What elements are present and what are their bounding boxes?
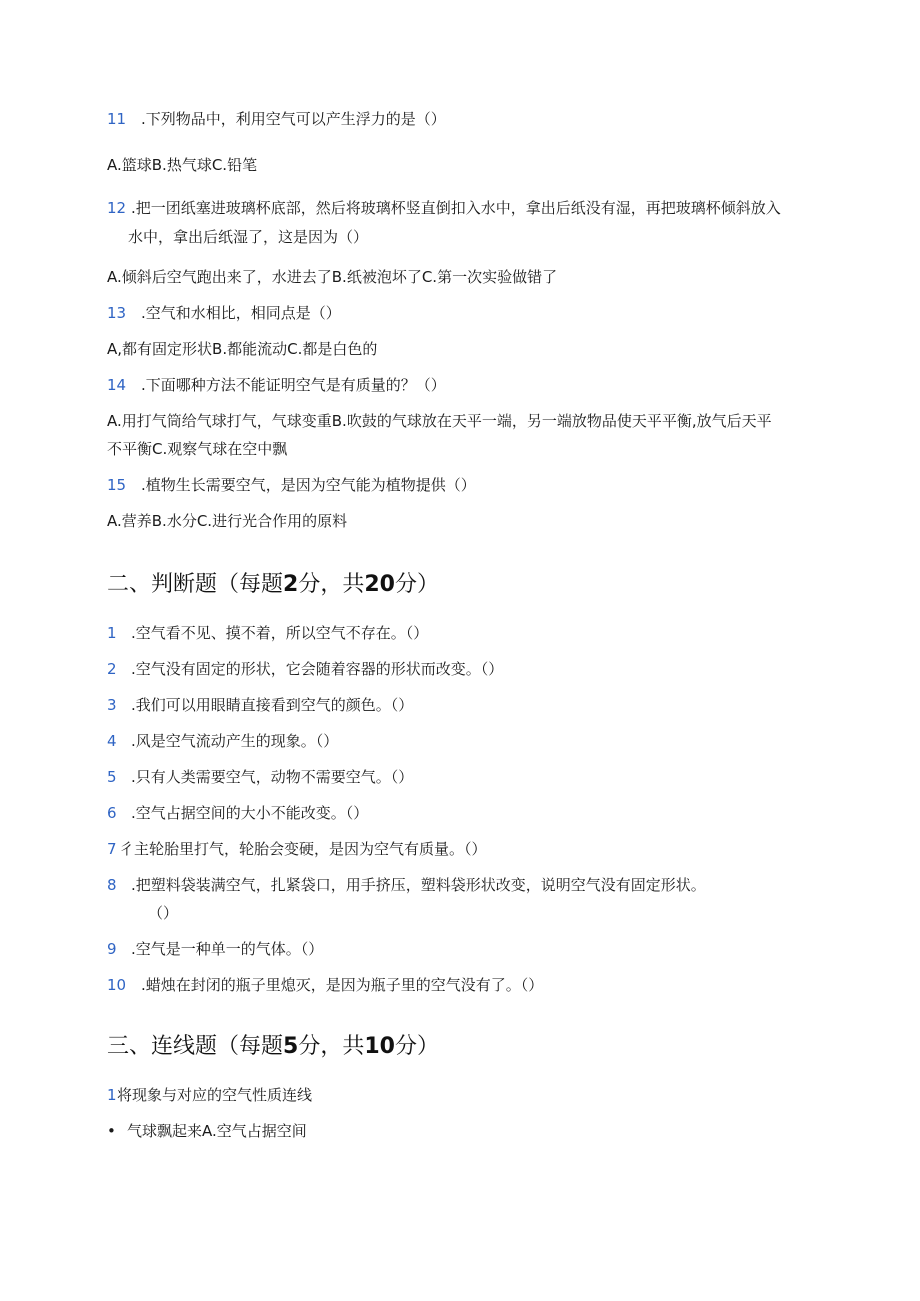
question-14-options-continuation: 不平衡C.观察气球在空中飘 xyxy=(107,440,288,458)
tf-question-5 xyxy=(107,766,413,788)
question-text: .只有人类需要空气，动物不需要空气。（） xyxy=(131,768,414,786)
tf-question-2 xyxy=(107,658,503,680)
question-number: 2 xyxy=(107,660,117,678)
question-13 xyxy=(107,302,341,324)
question-number: 6 xyxy=(107,804,117,822)
question-text: .空气占据空间的大小不能改变。（） xyxy=(131,804,369,822)
heading-text: 分） xyxy=(394,1034,439,1059)
tf-question-7 xyxy=(107,838,487,860)
question-text: .空气看不见、摸不着，所以空气不存在。（） xyxy=(131,624,429,642)
question-number: 11 xyxy=(107,110,127,128)
question-13-options: A,都有固定形状B.都能流动C.都是白色的 xyxy=(107,340,378,358)
question-number: 5 xyxy=(107,768,117,786)
matching-instruction xyxy=(107,1084,312,1106)
question-12-options: A.倾斜后空气跑出来了，水进去了B.纸被泡坏了C.第一次实验做错了 xyxy=(107,268,558,286)
matching-item xyxy=(107,1120,307,1142)
heading-number: 2 xyxy=(283,572,299,597)
question-number: 1 xyxy=(107,624,117,642)
question-number: 1 xyxy=(107,1086,117,1104)
question-text: .把一团纸塞进玻璃杯底部，然后将玻璃杯竖直倒扣入水中，拿出后纸没有湿，再把玻璃杯倾斜放入 xyxy=(131,199,781,217)
question-number: 15 xyxy=(107,476,127,494)
question-text: .空气是一种单一的气体。（） xyxy=(131,940,324,958)
tf-question-10 xyxy=(107,974,543,996)
tf-question-1 xyxy=(107,622,428,644)
instruction-text: 将现象与对应的空气性质连线 xyxy=(117,1086,313,1104)
question-number: 13 xyxy=(107,304,127,322)
heading-text: 分，共 xyxy=(298,572,365,597)
question-text: .下面哪种方法不能证明空气是有质量的？（） xyxy=(141,376,446,394)
heading-text: 分） xyxy=(394,572,439,597)
tf-question-6 xyxy=(107,802,368,824)
heading-text: 三、连线题（每题 xyxy=(107,1034,284,1059)
question-15 xyxy=(107,474,476,496)
question-12 xyxy=(107,197,781,219)
tf-question-4 xyxy=(107,730,338,752)
question-text: .空气没有固定的形状，它会随着容器的形状而改变。（） xyxy=(131,660,504,678)
heading-text: 二、判断题（每题 xyxy=(107,572,284,597)
question-text: .蜡烛在封闭的瓶子里熄灭，是因为瓶子里的空气没有了。（） xyxy=(141,976,544,994)
question-text: .空气和水相比，相同点是（） xyxy=(141,304,341,322)
question-number: 12 xyxy=(107,199,127,217)
tf-question-3 xyxy=(107,694,413,716)
question-14 xyxy=(107,374,446,396)
heading-number: 10 xyxy=(364,1034,395,1059)
question-text: .植物生长需要空气，是因为空气能为植物提供（） xyxy=(141,476,476,494)
question-number: 8 xyxy=(107,876,117,894)
heading-number: 5 xyxy=(283,1034,299,1059)
question-number: 4 xyxy=(107,732,117,750)
question-11 xyxy=(107,108,446,130)
question-12-continuation: 水中，拿出后纸湿了，这是因为（） xyxy=(128,228,369,246)
tf-question-9 xyxy=(107,938,323,960)
question-number: 14 xyxy=(107,376,127,394)
question-number: 9 xyxy=(107,940,117,958)
question-number: 3 xyxy=(107,696,117,714)
tf-question-8-continuation: （） xyxy=(148,904,179,922)
question-number: 7 xyxy=(107,840,117,858)
question-text: .风是空气流动产生的现象。（） xyxy=(131,732,339,750)
question-15-options: A.营养B.水分C.进行光合作用的原料 xyxy=(107,512,348,530)
tf-question-8 xyxy=(107,874,706,896)
question-text: .把塑料袋装满空气，扎紧袋口，用手挤压，塑料袋形状改变，说明空气没有固定形状。 xyxy=(131,876,706,894)
question-11-options: A.篮球B.热气球C.铅笔 xyxy=(107,156,258,174)
matching-item-text: 气球飘起来A.空气占据空间 xyxy=(127,1122,307,1140)
heading-number: 20 xyxy=(364,572,395,597)
question-text: .我们可以用眼睛直接看到空气的颜色。（） xyxy=(131,696,414,714)
question-text: 彳主轮胎里打气，轮胎会变硬，是因为空气有质量。（） xyxy=(119,840,487,858)
question-14-options: A.用打气筒给气球打气，气球变重B.吹鼓的气球放在天平一端，另一端放物品使天平平衡,放气后天平 xyxy=(107,412,772,430)
question-text: .下列物品中，利用空气可以产生浮力的是（） xyxy=(141,110,446,128)
section-heading-matching xyxy=(107,1032,439,1062)
heading-text: 分，共 xyxy=(298,1034,365,1059)
question-number: 10 xyxy=(107,976,127,994)
section-heading-true-false xyxy=(107,570,439,600)
bullet-icon: • xyxy=(107,1122,116,1140)
